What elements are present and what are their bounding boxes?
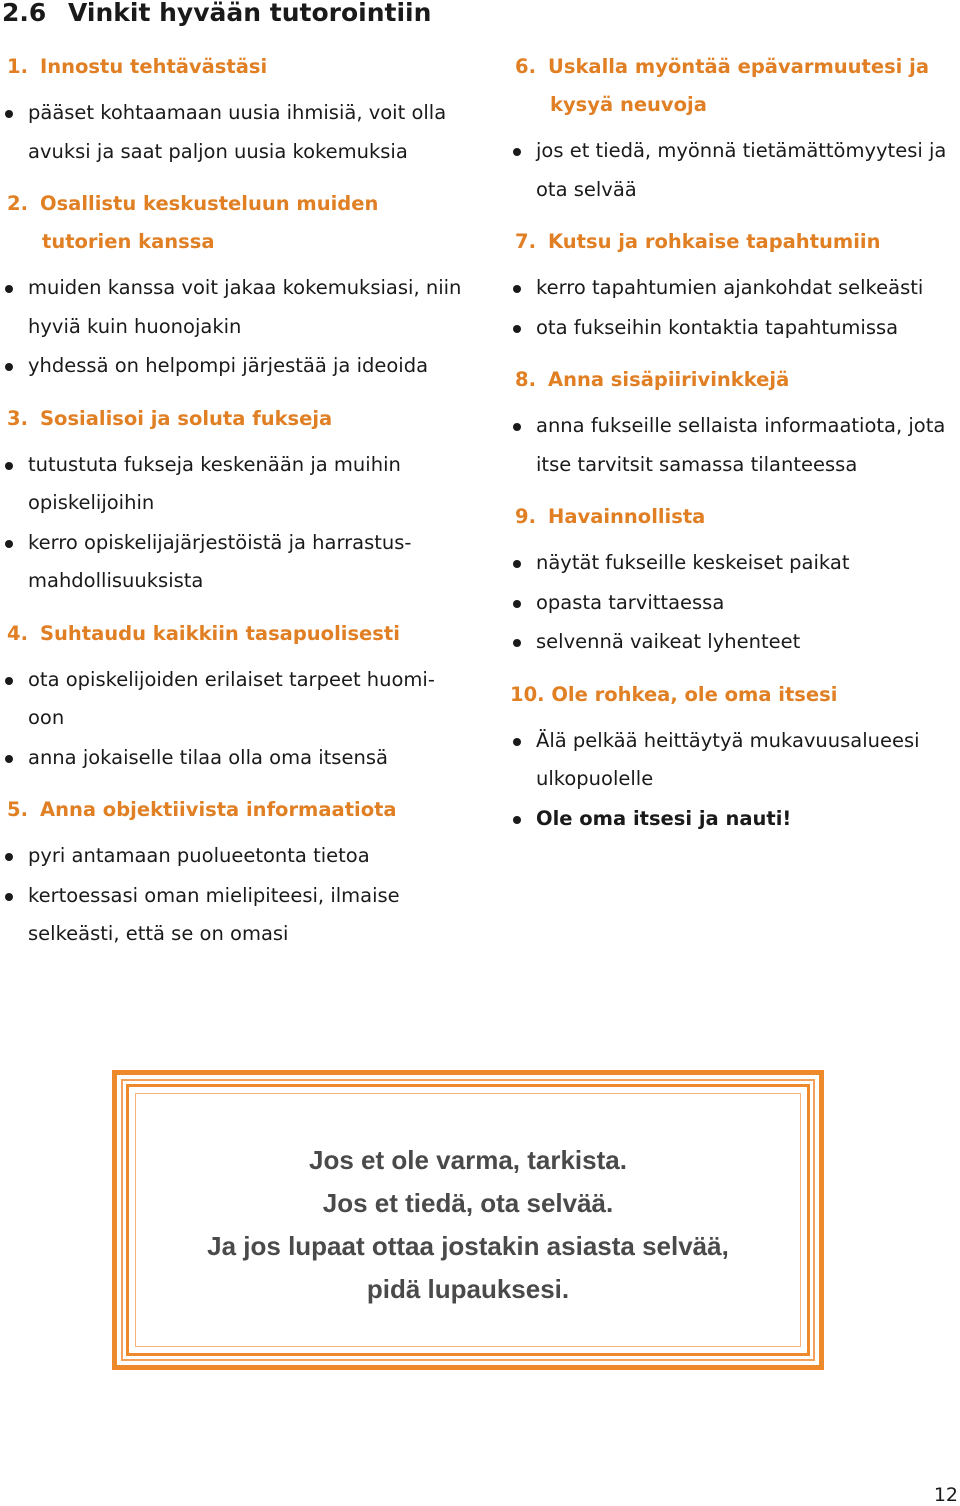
bullet-icon — [513, 600, 521, 608]
tip-heading-text: Uskalla myöntää epävarmuutesi ja kysyä neuvoja — [548, 55, 930, 116]
tip-heading — [510, 676, 958, 714]
quote-line: pidä lupauksesi. — [366, 1274, 570, 1304]
list-item-text: Ole oma itsesi ja nauti! — [536, 806, 792, 830]
list-item — [510, 623, 958, 662]
left-column — [2, 48, 470, 968]
tip-heading — [510, 498, 958, 536]
quote-line: Jos et tiedä, ota selvää. — [322, 1188, 614, 1218]
bullet-icon — [5, 285, 13, 293]
bullet-icon — [5, 540, 13, 548]
quote-box-inner-border — [135, 1093, 801, 1347]
list-item-text: anna fukseille sellaista informaatiota, jota itse tarvitsit samassa tilanteessa — [536, 414, 946, 476]
tip-number: 8. — [515, 368, 536, 391]
bullet-icon — [513, 325, 521, 333]
list-item-text: Älä pelkää heittäytyä mukavuusalueesi ulkopuolelle — [536, 728, 920, 790]
tip-heading — [2, 48, 470, 86]
list-item — [510, 132, 958, 209]
tip-number: 1. — [7, 55, 28, 78]
tip-section-1 — [2, 48, 470, 171]
tip-heading-text: Ole rohkea, ole oma itsesi — [551, 682, 838, 706]
list-item-text: kertoessasi oman mielipiteesi, ilmaise selkeästi, että se on omasi — [28, 883, 400, 945]
list-item — [2, 269, 470, 346]
tip-number: 5. — [7, 798, 28, 821]
tip-heading-text: Anna sisäpiirivinkkejä — [548, 368, 790, 391]
list-item — [2, 877, 470, 954]
tip-number: 3. — [7, 406, 28, 430]
list-item-text: ota fukseihin kontaktia tapahtumissa — [536, 315, 899, 339]
tip-heading — [2, 400, 470, 438]
list-item — [510, 544, 958, 583]
right-column — [510, 48, 958, 852]
bullet-icon — [513, 639, 521, 647]
list-item — [510, 269, 958, 308]
tip-heading — [510, 48, 958, 124]
list-item — [2, 347, 470, 386]
tip-number: 9. — [515, 505, 536, 528]
list-item — [510, 584, 958, 623]
section-number: 2.6 — [2, 0, 47, 27]
bullet-icon — [513, 560, 521, 568]
tip-section-6 — [510, 48, 958, 209]
quote-box — [112, 1070, 824, 1370]
tip-heading — [2, 791, 470, 829]
bullet-icon — [513, 738, 521, 746]
bullet-icon — [513, 148, 521, 156]
quote-line: Ja jos lupaat ottaa jostakin asiasta selvää, — [207, 1231, 729, 1261]
bullet-icon — [5, 677, 13, 685]
list-item — [2, 739, 470, 778]
page-number: 12 — [933, 1484, 958, 1506]
tip-section-2 — [2, 185, 470, 386]
list-item — [2, 524, 470, 601]
tip-heading-text: Innostu tehtävästäsi — [40, 55, 268, 78]
list-item — [2, 837, 470, 876]
tip-section-3 — [2, 400, 470, 601]
tip-heading-text: Anna objektiivista informaatiota — [40, 798, 397, 821]
list-item-text: ota opiskelijoiden erilaiset tarpeet huomi-oon — [28, 667, 435, 729]
tip-heading-text: Osallistu keskusteluun muiden tutorien kanssa — [40, 192, 379, 253]
tip-section-10 — [510, 676, 958, 839]
list-item — [510, 407, 958, 484]
tip-section-5 — [2, 791, 470, 954]
list-item-text: muiden kanssa voit jakaa kokemuksiasi, niin hyviä kuin huonojakin — [28, 276, 462, 338]
page-title — [2, 0, 431, 27]
quote-line: Jos et ole varma, tarkista. — [309, 1145, 627, 1175]
tip-number: 2. — [7, 192, 28, 215]
bullet-icon — [5, 893, 13, 901]
list-item-text: opasta tarvittaessa — [536, 590, 725, 614]
section-title: Vinkit hyvään tutorointiin — [68, 0, 432, 27]
list-item-text: tutustuta fukseja keskenään ja muihin opiskelijoihin — [28, 452, 401, 514]
bullet-icon — [5, 363, 13, 371]
tip-heading-text: Kutsu ja rohkaise tapahtumiin — [548, 230, 881, 253]
tip-number: 6. — [515, 55, 536, 78]
bullet-icon — [5, 110, 13, 118]
tip-section-8 — [510, 361, 958, 484]
list-item-text: näytät fukseille keskeiset paikat — [536, 551, 850, 574]
list-item — [2, 446, 470, 523]
list-item-text: jos et tiedä, myönnä tietämättömyytesi ja ota selvää — [536, 139, 947, 201]
tip-section-7 — [510, 223, 958, 347]
tip-heading — [510, 223, 958, 261]
list-item-text: pyri antamaan puolueetonta tietoa — [28, 844, 370, 867]
tip-heading-text: Havainnollista — [548, 505, 706, 528]
bullet-icon — [5, 462, 13, 470]
bullet-icon — [513, 816, 521, 824]
list-item — [2, 94, 470, 171]
list-item-text: anna jokaiselle tilaa olla oma itsensä — [28, 745, 388, 769]
bullet-icon — [513, 423, 521, 431]
bullet-icon — [513, 285, 521, 293]
list-item-text: pääset kohtaamaan uusia ihmisiä, voit olla avuksi ja saat paljon uusia kokemuksia — [28, 101, 447, 163]
list-item-text: kerro opiskelijajärjestöistä ja harrastus-mahdollisuuksista — [28, 530, 412, 592]
tip-section-9 — [510, 498, 958, 662]
bullet-icon — [5, 755, 13, 763]
list-item — [510, 722, 958, 799]
tip-number: 7. — [515, 230, 536, 253]
tip-heading — [510, 361, 958, 399]
list-item — [510, 309, 958, 348]
list-item-text: yhdessä on helpompi järjestää ja ideoida — [28, 354, 429, 377]
tip-heading-text: Suhtaudu kaikkiin tasapuolisesti — [40, 621, 400, 645]
list-item — [510, 800, 958, 839]
tip-number: 10. — [510, 682, 545, 706]
tip-heading — [2, 615, 470, 653]
tip-heading — [2, 185, 470, 261]
list-item-text: selvennä vaikeat lyhenteet — [536, 630, 801, 653]
bullet-icon — [5, 853, 13, 861]
tip-section-4 — [2, 615, 470, 778]
list-item — [2, 661, 470, 738]
quote-text — [117, 1139, 819, 1311]
tip-number: 4. — [7, 621, 28, 645]
tip-heading-text: Sosialisoi ja soluta fukseja — [40, 406, 333, 430]
list-item-text: kerro tapahtumien ajankohdat selkeästi — [536, 276, 924, 299]
